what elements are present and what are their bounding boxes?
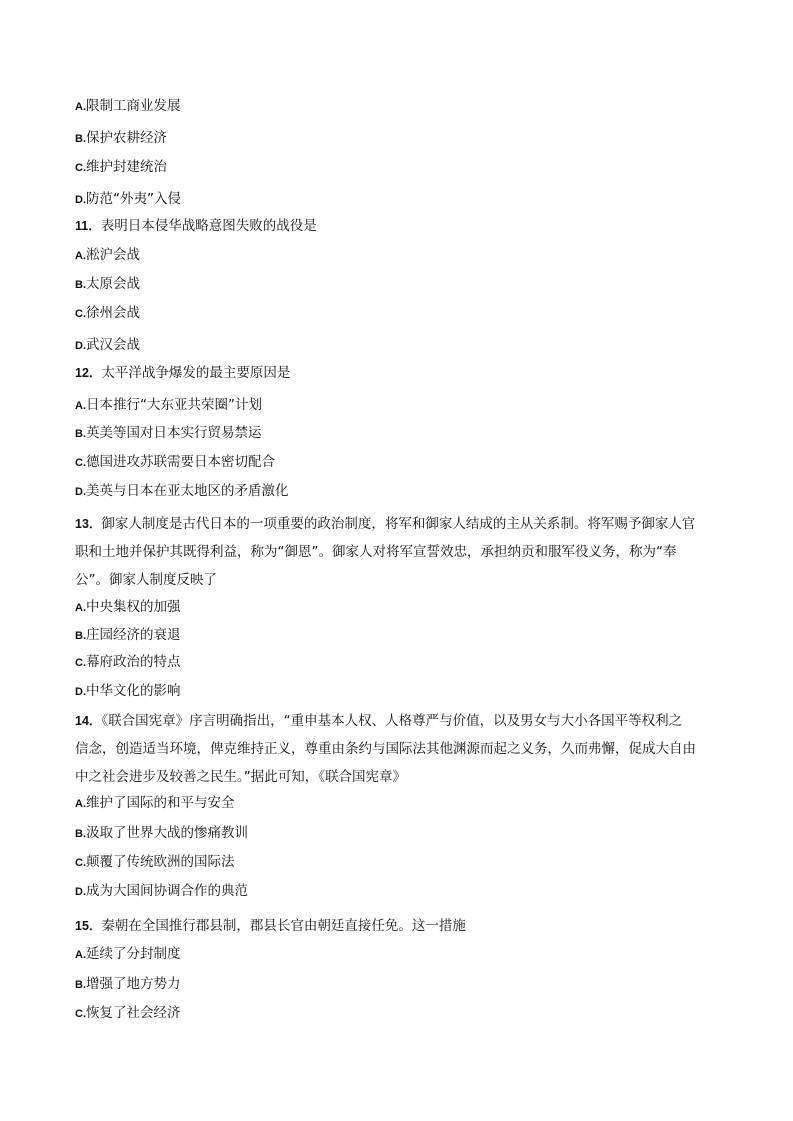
- option-text: 武汉会战: [86, 337, 140, 353]
- answer-option: [75, 245, 725, 266]
- option-letter: C.: [75, 162, 86, 174]
- answer-option: [75, 423, 725, 444]
- answer-option: [75, 128, 725, 149]
- option-letter: C.: [75, 857, 86, 869]
- option-letter: B.: [75, 979, 86, 991]
- question-stem-line: [75, 739, 725, 759]
- option-letter: A.: [75, 400, 86, 412]
- question-stem-text: 秦朝在全国推行郡县制，郡县长官由朝廷直接任免。这一措施: [101, 918, 466, 934]
- question-stem-text: 公”。御家人制度反映了: [75, 572, 217, 588]
- question-stem-text: 《联合国宪章》序言明确指出，“重申基本人权、人格尊严与价值，以及男女与大小各国平等权利之: [101, 713, 683, 729]
- answer-option: [75, 96, 725, 117]
- option-text: 幕府政治的特点: [86, 654, 181, 670]
- question-stem-line: [75, 514, 725, 534]
- answer-option: [75, 1003, 725, 1024]
- answer-option: [75, 189, 725, 210]
- answer-option: [75, 823, 725, 844]
- answer-option: [75, 303, 725, 324]
- option-text: 保护农耕经济: [86, 130, 167, 146]
- answer-option: [75, 335, 725, 356]
- option-letter: A.: [75, 250, 86, 262]
- answer-option: [75, 395, 725, 416]
- option-letter: B.: [75, 428, 86, 440]
- question-stem-line: [75, 711, 725, 731]
- option-text: 淞沪会战: [86, 247, 140, 263]
- question-stem-text: 中之社会进步及较善之民生。”据此可知，《联合国宪章》: [75, 769, 406, 785]
- option-text: 中央集权的加强: [86, 599, 181, 615]
- option-text: 颠覆了传统欧洲的国际法: [86, 854, 235, 870]
- option-letter: B.: [75, 133, 86, 145]
- answer-option: [75, 881, 725, 902]
- question-stem-text: 御家人制度是古代日本的一项重要的政治制度，将军和御家人结成的主从关系制。将军赐予御家人官: [101, 516, 696, 532]
- option-text: 庄园经济的衰退: [86, 627, 181, 643]
- answer-option: [75, 625, 725, 646]
- question-stem-line: [75, 542, 725, 562]
- option-text: 维护封建统治: [86, 159, 167, 175]
- answer-option: [75, 157, 725, 178]
- option-text: 英美等国对日本实行贸易禁运: [86, 425, 262, 441]
- option-letter: C.: [75, 657, 86, 669]
- option-letter: A.: [75, 798, 86, 810]
- answer-option: [75, 597, 725, 618]
- answer-option: [75, 274, 725, 295]
- option-letter: C.: [75, 1008, 86, 1020]
- option-text: 限制工商业发展: [86, 98, 181, 114]
- question-stem-line: [75, 767, 725, 787]
- question-number: 13．: [75, 517, 102, 531]
- option-letter: A.: [75, 949, 86, 961]
- option-text: 恢复了社会经济: [86, 1005, 181, 1021]
- question-number: 14．: [75, 714, 102, 728]
- answer-option: [75, 974, 725, 995]
- question-stem-line: [75, 916, 725, 936]
- question-number: 11．: [75, 219, 101, 233]
- option-letter: C.: [75, 457, 86, 469]
- question-stem-text: 太平洋战争爆发的最主要原因是: [101, 365, 291, 381]
- option-text: 成为大国间协调合作的典范: [86, 883, 248, 899]
- question-stem-text: 信念，创造适当环境，俾克维持正义，尊重由条约与国际法其他渊源而起之义务，久而弗懈，促成大自由: [75, 741, 696, 757]
- answer-option: [75, 852, 725, 873]
- question-stem-text: 表明日本侵华战略意图失败的战役是: [100, 218, 317, 234]
- answer-option: [75, 652, 725, 673]
- option-letter: C.: [75, 308, 86, 320]
- answer-option: [75, 944, 725, 965]
- option-text: 延续了分封制度: [86, 946, 181, 962]
- question-stem-line: [75, 363, 725, 383]
- option-text: 防范“外夷”入侵: [86, 191, 181, 207]
- option-text: 美英与日本在亚太地区的矛盾激化: [86, 483, 289, 499]
- option-text: 汲取了世界大战的惨痛教训: [86, 825, 248, 841]
- question-number: 12．: [75, 366, 102, 380]
- option-letter: A.: [75, 101, 86, 113]
- question-stem-line: [75, 570, 725, 590]
- option-text: 中华文化的影响: [86, 683, 181, 699]
- question-stem-line: [75, 216, 725, 236]
- answer-option: [75, 793, 725, 814]
- option-letter: D.: [75, 340, 86, 352]
- option-letter: A.: [75, 602, 86, 614]
- question-stem-text: 职和土地并保护其既得利益，称为“御恩”。御家人对将军宣誓效忠，承担纳贡和服军役义务，称为“奉: [75, 544, 677, 560]
- answer-option: [75, 481, 725, 502]
- option-letter: B.: [75, 279, 86, 291]
- option-text: 日本推行“大东亚共荣圈”计划: [86, 397, 262, 413]
- option-text: 徐州会战: [86, 305, 140, 321]
- question-number: 15．: [75, 919, 102, 933]
- option-text: 维护了国际的和平与安全: [86, 795, 235, 811]
- answer-option: [75, 681, 725, 702]
- option-letter: D.: [75, 194, 86, 206]
- option-letter: B.: [75, 828, 86, 840]
- option-letter: D.: [75, 486, 86, 498]
- option-letter: B.: [75, 630, 86, 642]
- option-letter: D.: [75, 886, 86, 898]
- option-letter: D.: [75, 686, 86, 698]
- option-text: 德国进攻苏联需要日本密切配合: [86, 454, 275, 470]
- answer-option: [75, 452, 725, 473]
- option-text: 增强了地方势力: [86, 976, 181, 992]
- option-text: 太原会战: [86, 276, 140, 292]
